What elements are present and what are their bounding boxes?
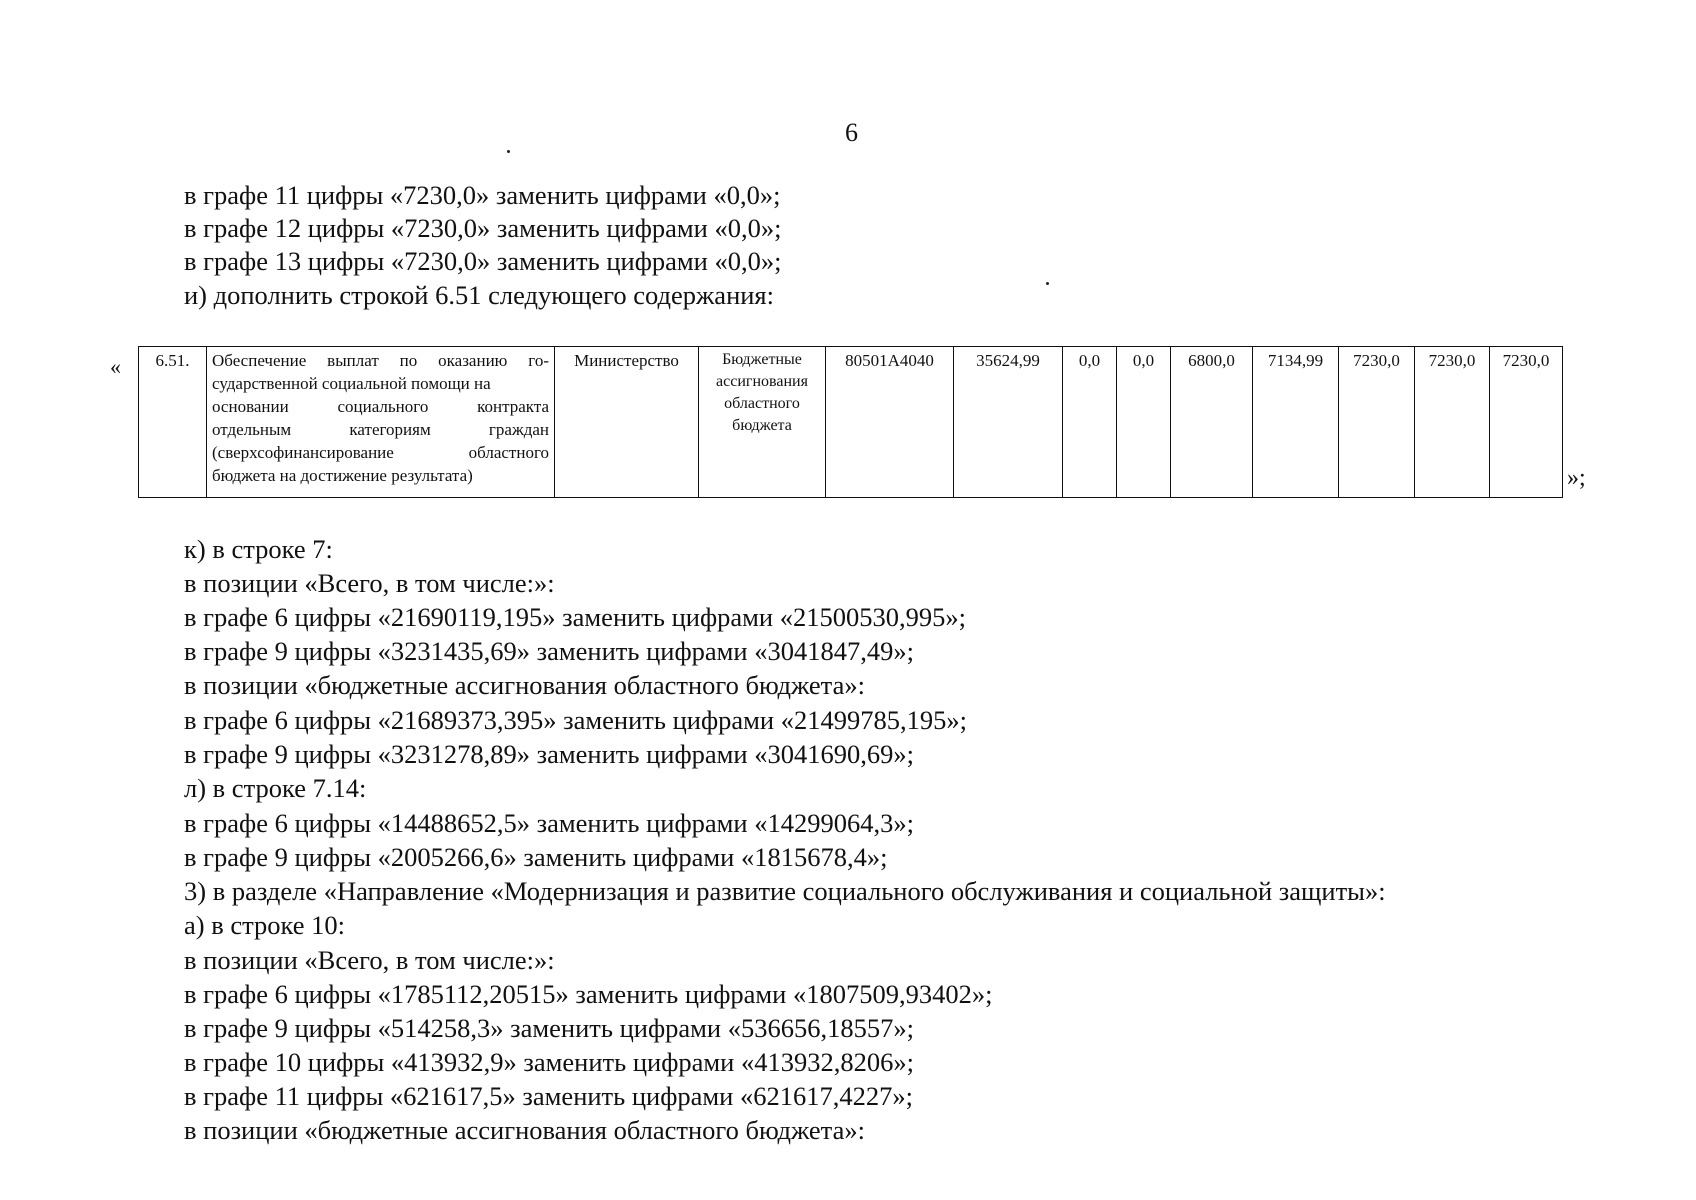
text-line: в графе 11 цифры «621617,5» заменить цифрами «621617,4227»; [184,1081,913,1111]
executor-cell: Министерство [555,347,699,498]
text-line: к) в строке 7: [184,534,333,564]
value-cell: 7230,0 [1339,347,1415,498]
text-line: в графе 13 цифры «7230,0» заменить цифрами «0,0»; [184,246,782,276]
source-line: бюджета [732,417,792,434]
scan-speck [1046,282,1049,285]
description-line: отдельным категориям граждан [212,420,549,439]
text-line: в графе 9 цифры «3231278,89» заменить цифрами «3041690,69»; [184,739,914,769]
budget-code-cell: 80501А4040 [826,347,954,498]
value-cell: 7230,0 [1490,347,1563,498]
scan-speck [507,150,510,153]
row-number-cell: 6.51. [139,347,207,498]
value-cell: 0,0 [1117,347,1171,498]
description-line: сударственной социальной помощи на [212,374,491,393]
value-cell: 7230,0 [1415,347,1490,498]
text-line: в графе 12 цифры «7230,0» заменить цифрами «0,0»; [184,213,782,243]
text-line: в позиции «бюджетные ассигнования областного бюджета»: [184,1115,865,1145]
description-line: бюджета на достижение результата) [212,466,473,485]
text-line: в графе 6 цифры «1785112,20515» заменить цифрами «1807509,93402»; [184,979,993,1009]
close-quote: »; [1567,465,1586,491]
text-line: 3) в разделе «Направление «Модернизация и развитие социального обслуживания и социальной защиты»: [184,876,1386,906]
open-quote: « [110,354,121,379]
description-line: Обеспечение выплат по оказанию го- [212,351,549,370]
text-line: в графе 6 цифры «21690119,195» заменить цифрами «21500530,995»; [184,602,966,632]
text-line: а) в строке 10: [184,910,345,940]
value-cell: 0,0 [1063,347,1117,498]
value-cell: 6800,0 [1171,347,1253,498]
text-line: в графе 9 цифры «3231435,69» заменить цифрами «3041847,49»; [184,636,914,666]
description-cell [207,347,555,498]
source-line: ассигнования [716,373,808,390]
text-line: в позиции «Всего, в том числе:»: [184,945,555,975]
text-line: в позиции «Всего, в том числе:»: [184,568,555,598]
text-line: л) в строке 7.14: [184,773,367,803]
text-line: в графе 9 цифры «2005266,6» заменить цифрами «1815678,4»; [184,842,888,872]
funding-source-cell [699,347,826,498]
source-line: областного [724,395,800,412]
text-line: в графе 9 цифры «514258,3» заменить цифрами «536656,18557»; [184,1013,914,1043]
inserted-row-table [138,346,1563,498]
text-line: в графе 11 цифры «7230,0» заменить цифрами «0,0»; [184,180,781,210]
text-line: в графе 10 цифры «413932,9» заменить цифрами «413932,8206»; [184,1047,914,1077]
page-number: 6 [845,118,858,147]
description-line: (сверхсофинансирование областного [212,443,549,462]
text-line: в позиции «бюджетные ассигнования областного бюджета»: [184,670,865,700]
value-cell: 35624,99 [954,347,1063,498]
text-line: в графе 6 цифры «21689373,395» заменить цифрами «21499785,195»; [184,705,967,735]
description-line: основании социального контракта [212,397,549,416]
value-cell: 7134,99 [1253,347,1339,498]
source-line: Бюджетные [722,351,802,368]
text-line: и) дополнить строкой 6.51 следующего содержания: [184,280,774,310]
text-line: в графе 6 цифры «14488652,5» заменить цифрами «14299064,3»; [184,808,914,838]
table-row [139,347,1563,498]
